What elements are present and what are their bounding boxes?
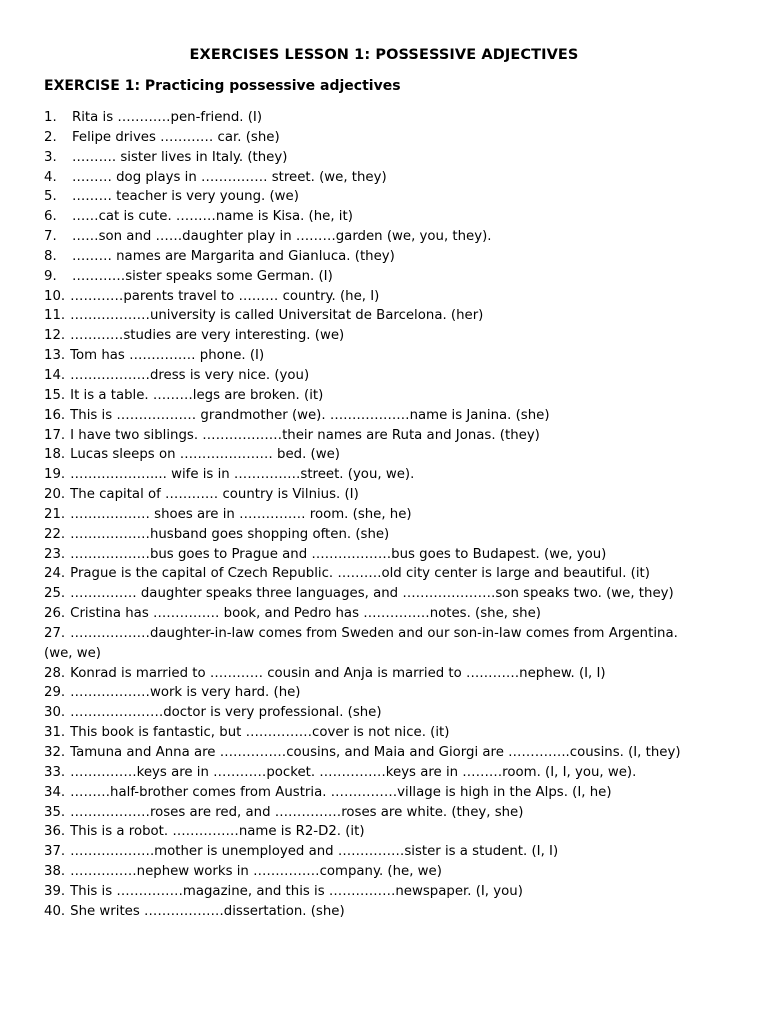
exercise-text: …………………doctor is very professional. (she)	[70, 705, 382, 721]
exercise-text: Felipe drives ………… car. (she)	[72, 129, 280, 145]
exercise-number: 21.	[44, 506, 66, 522]
exercise-item	[0, 505, 768, 525]
exercise-number: 38.	[44, 864, 66, 880]
exercise-number: 26.	[44, 606, 66, 622]
exercise-text: …………… daughter speaks three languages, and …………………son speaks two. (we, they)	[70, 586, 674, 602]
exercise-text: Cristina has …………… book, and Pedro has ……………notes. (she, she)	[70, 606, 541, 622]
exercise-heading: EXERCISE 1: Practicing possessive adjectives	[44, 78, 401, 94]
exercise-item	[0, 227, 768, 247]
exercise-number: 35.	[44, 804, 66, 820]
exercise-number: 6.	[44, 209, 57, 225]
exercise-item	[0, 703, 768, 723]
exercise-text: ……………….... wife is in ……………street. (you, we).	[70, 467, 415, 483]
exercise-text: ………half-brother comes from Austria. ……………village is high in the Alps. (I, he)	[70, 784, 612, 800]
exercise-text: The capital of ………… country is Vilnius. (I)	[70, 487, 359, 503]
exercise-number: 2.	[44, 129, 57, 145]
exercise-item	[0, 148, 768, 168]
exercise-text: …………parents travel to ……… country. (he, I)	[70, 288, 380, 304]
exercise-text: This book is fantastic, but ……………cover is not nice. (it)	[70, 725, 450, 741]
exercise-text: This is ……………magazine, and this is ……………newspaper. (I, you)	[70, 883, 523, 899]
exercise-number: 10.	[44, 288, 66, 304]
exercise-text: She writes ………………dissertation. (she)	[70, 903, 345, 919]
exercise-text: I have two siblings. ………………their names are Ruta and Jonas. (they)	[70, 427, 540, 443]
exercise-list	[0, 108, 768, 922]
exercise-text: Tom has …………… phone. (I)	[70, 348, 265, 364]
exercise-number: 9.	[44, 268, 57, 284]
exercise-number: 3.	[44, 149, 57, 165]
exercise-item	[0, 822, 768, 842]
exercise-item	[0, 763, 768, 783]
exercise-text: Konrad is married to ………… cousin and Anja is married to …………nephew. (I, I)	[70, 665, 606, 681]
exercise-text: ………………bus goes to Prague and ………………bus goes to Budapest. (we, you)	[70, 546, 607, 562]
exercise-text: ………………husband goes shopping often. (she)	[70, 526, 390, 542]
exercise-number: 24.	[44, 566, 66, 582]
exercise-item	[0, 683, 768, 703]
exercise-text: ……son and ……daughter play in ………garden (we, you, they).	[72, 229, 492, 245]
exercise-number: 5.	[44, 189, 57, 205]
exercise-item	[0, 783, 768, 803]
exercise-number: 11.	[44, 308, 66, 324]
exercise-text: ………………daughter-in-law comes from Sweden and our son-in-law comes from Argentina.	[70, 625, 678, 641]
exercise-item	[0, 326, 768, 346]
exercise-number: 7.	[44, 229, 57, 245]
exercise-text: ……… dog plays in …………… street. (we, they)	[72, 169, 387, 185]
exercise-number: 32.	[44, 745, 66, 760]
exercise-text: ……… teacher is very young. (we)	[72, 189, 299, 205]
exercise-item	[0, 525, 768, 545]
exercise-item	[0, 108, 768, 128]
exercise-text: ………………dress is very nice. (you)	[70, 367, 310, 383]
exercise-number: 20.	[44, 487, 66, 503]
exercise-item	[0, 445, 768, 465]
exercise-number: 4.	[44, 169, 57, 185]
exercise-number: 37.	[44, 844, 66, 860]
exercise-item	[0, 267, 768, 287]
exercise-item	[0, 862, 768, 882]
exercise-text: ……………nephew works in ……………company. (he, we)	[70, 864, 442, 880]
exercise-number: 31.	[44, 725, 66, 741]
exercise-number: 27.	[44, 625, 66, 641]
exercise-text: ……cat is cute. ………name is Kisa. (he, it)	[72, 209, 353, 225]
exercise-item	[0, 485, 768, 505]
exercise-item	[0, 128, 768, 148]
exercise-item	[0, 366, 768, 386]
page-title: EXERCISES LESSON 1: POSSESSIVE ADJECTIVES	[189, 47, 579, 63]
exercise-item	[0, 882, 768, 902]
exercise-item	[0, 187, 768, 207]
exercise-item	[0, 624, 768, 644]
exercise-item	[0, 842, 768, 862]
exercise-item	[0, 386, 768, 406]
exercise-text: Prague is the capital of Czech Republic. ……….old city center is large and beautiful. (it)	[70, 566, 650, 582]
exercise-item	[0, 644, 768, 664]
exercise-text: ……… names are Margarita and Gianluca. (they)	[72, 248, 395, 264]
exercise-text: ………………roses are red, and ……………roses are white. (they, she)	[70, 804, 524, 820]
exercise-text: …………sister speaks some German. (I)	[72, 268, 333, 284]
exercise-text: ………. sister lives in Italy. (they)	[72, 149, 288, 165]
exercise-text: This is a robot. ……………name is R2-D2. (it)	[70, 824, 365, 840]
exercise-item	[0, 346, 768, 366]
exercise-text: It is a table. ………legs are broken. (it)	[70, 387, 324, 403]
exercise-number: 18.	[44, 447, 66, 463]
exercise-number: 12.	[44, 328, 66, 344]
exercise-text: ………………work is very hard. (he)	[70, 685, 301, 701]
exercise-item	[0, 902, 768, 922]
exercise-item	[0, 803, 768, 823]
exercise-text: ……………….mother is unemployed and ……………sister is a student. (I, I)	[70, 844, 559, 860]
exercise-number: 17.	[44, 427, 66, 443]
exercise-item	[0, 604, 768, 624]
exercise-number: 13.	[44, 348, 66, 364]
exercise-text: …………studies are very interesting. (we)	[70, 328, 345, 344]
exercise-number: 14.	[44, 367, 66, 383]
exercise-item	[0, 247, 768, 267]
exercise-text: ……………keys are in …………pocket. ……………keys are in ………room. (I, I, you, we).	[70, 764, 637, 780]
exercise-item	[0, 743, 768, 763]
exercise-number: 15.	[44, 387, 66, 403]
exercise-number: 39.	[44, 883, 66, 899]
exercise-item	[0, 664, 768, 684]
exercise-text: Lucas sleeps on ………………… bed. (we)	[70, 447, 340, 463]
exercise-item	[0, 306, 768, 326]
exercise-number: 16.	[44, 407, 66, 423]
exercise-number: 34.	[44, 784, 66, 800]
exercise-item	[0, 207, 768, 227]
exercise-number: 33.	[44, 764, 66, 780]
exercise-number: 22.	[44, 526, 66, 542]
exercise-text: Rita is …………pen-friend. (I)	[72, 110, 263, 125]
exercise-item	[0, 723, 768, 743]
exercise-text: ………………university is called Universitat de Barcelona. (her)	[70, 308, 484, 324]
exercise-number: 25.	[44, 586, 66, 602]
exercise-number: 19.	[44, 467, 66, 483]
exercise-item	[0, 168, 768, 188]
exercise-item	[0, 545, 768, 565]
exercise-number: 23.	[44, 546, 66, 562]
exercise-text: ……………… shoes are in …………… room. (she, he)	[70, 506, 412, 522]
exercise-text: (we, we)	[44, 645, 101, 661]
exercise-text: Tamuna and Anna are ……………cousins, and Maia and Giorgi are …………..cousins. (I, they)	[70, 745, 681, 760]
exercise-number: 40.	[44, 903, 66, 919]
exercise-number: 29.	[44, 685, 66, 701]
exercise-number: 1.	[44, 110, 57, 125]
exercise-text: This is ……………… grandmother (we). ………………name is Janina. (she)	[70, 407, 550, 423]
exercise-item	[0, 287, 768, 307]
exercise-number: 28.	[44, 665, 66, 681]
exercise-item	[0, 406, 768, 426]
exercise-number: 30.	[44, 705, 66, 721]
exercise-item	[0, 564, 768, 584]
exercise-item	[0, 584, 768, 604]
exercise-number: 36.	[44, 824, 66, 840]
exercise-item	[0, 426, 768, 446]
exercise-number: 8.	[44, 248, 57, 264]
exercise-item	[0, 465, 768, 485]
